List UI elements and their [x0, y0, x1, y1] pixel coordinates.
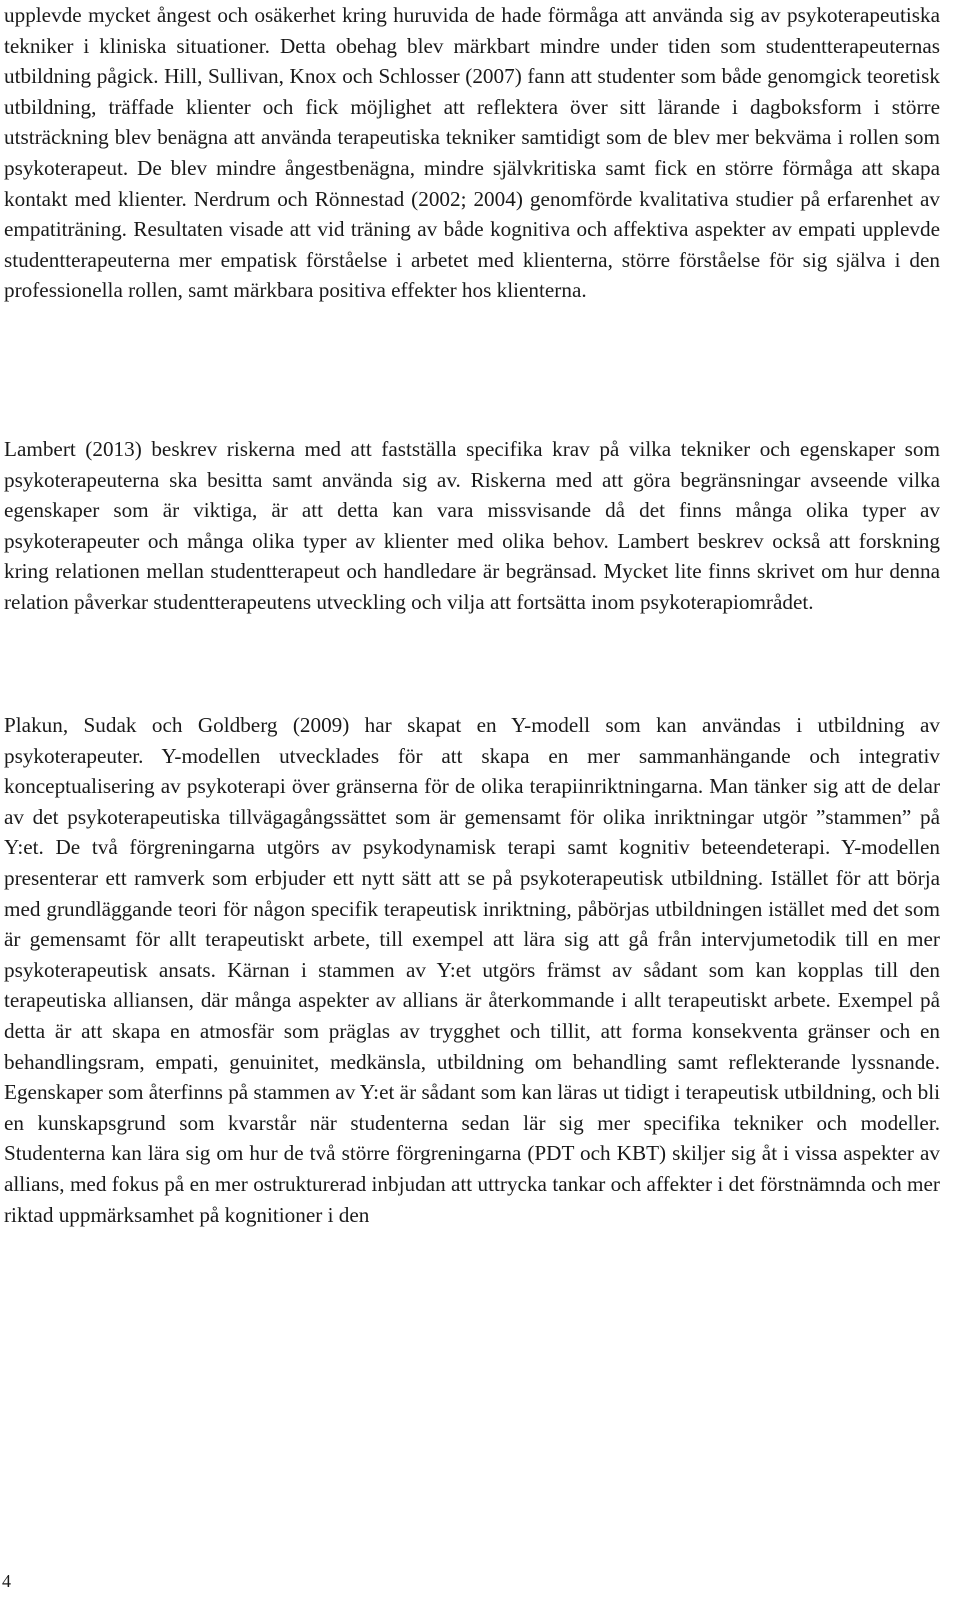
paragraph-y-model: Plakun, Sudak och Goldberg (2009) har skapat en Y-modell som kan användas i utbildning av psykoterapeuter. Y-modellen utvecklades för att skapa en mer sammanhängande och integrativ konceptualisering av psykoterapi över gränserna för de olika terapiinriktningarna. Man tänker sig att de delar av det psykoterapeutiska tillvägagångssättet som är gemensamt för olika inriktningar utgör ”stammen” på Y:et. De två förgreningarna utgörs av psykodynamisk terapi samt kognitiv beteendeterapi. Y-modellen presenterar ett ramverk som erbjuder ett nytt sätt att se på psykoterapeutisk utbildning. Istället för att börja med grundläggande teori för någon specifik terapeutisk inriktning, påbörjas utbildningen istället med det som är gemensamt för allt terapeutiskt arbete, till exempel att lära sig att gå från intervjumetodik till en mer psykoterapeutisk ansats. Kärnan i stammen av Y:et utgörs främst av sådant som kan kopplas till den terapeutiska alliansen, där många aspekter av allians är återkommande i allt terapeutiskt arbete. Exempel på detta är att skapa en atmosfär som präglas av trygghet och tillit, att forma konsekventa gränser och en behandlingsram, empati, genuinitet, medkänsla, utbildning om behandling samt reflekterande lyssnande. Egenskaper som återfinns på stammen av Y:et är sådant som kan läras ut tidigt i terapeutisk utbildning, och bli en kunskapsgrund som kvarstår när studenterna sedan lär sig mer specifika tekniker och modeller. Studenterna kan lära sig om hur de två större förgreningarna (PDT och KBT) skiljer sig åt i vissa aspekter av allians, med fokus på en mer ostrukturerad inbjudan att uttrycka tankar och affekter i det förstnämnda och mer riktad uppmärksamhet på kognitioner i den	[4, 713, 940, 1227]
paragraph-lambert-risks: Lambert (2013) beskrev riskerna med att fastställa specifika krav på vilka tekniker och egenskaper som psykoterapeuterna ska besitta samt använda sig av. Riskerna med att göra begränsningar avseende vilka egenskaper som är viktiga, är att detta kan vara missvisande då det finns många olika typer av psykoterapeuter och många olika typer av klienter med olika behov. Lambert beskrev också att forskning kring relationen mellan studentterapeut och handledare är begränsad. Mycket lite finns skrivet om hur denna relation påverkar studentterapeutens utveckling och vilja att fortsätta inom psykoterapiområdet.	[4, 437, 940, 614]
paragraph-empathy-training: upplevde mycket ångest och osäkerhet kring huruvida de hade förmåga att använda sig av psykoterapeutiska tekniker i kliniska situationer. Detta obehag blev märkbart mindre under tiden som studentterapeuternas utbildning pågick. Hill, Sullivan, Knox och Schlosser (2007) fann att studenter som både genomgick teoretisk utbildning, träffade klienter och fick möjlighet att reflektera över sitt lärande i dagboksform i större utsträckning blev benägna att använda terapeutiska tekniker samtidigt som de blev mer bekväma i rollen som psykoterapeut. De blev mindre ångestbenägna, mindre självkritiska samt fick en större förmåga att skapa kontakt med klienter. Nerdrum och Rönnestad (2002; 2004) genomförde kvalitativa studier på erfarenhet av empatiträning. Resultaten visade att vid träning av både kognitiva och affektiva aspekter av empati upplevde studentterapeuterna mer empatisk förståelse i arbetet med klienterna, större förståelse för sig själva i den professionella rollen, samt märkbara positiva effekter hos klienterna.	[4, 3, 940, 303]
page-number: 4	[2, 1571, 11, 1591]
